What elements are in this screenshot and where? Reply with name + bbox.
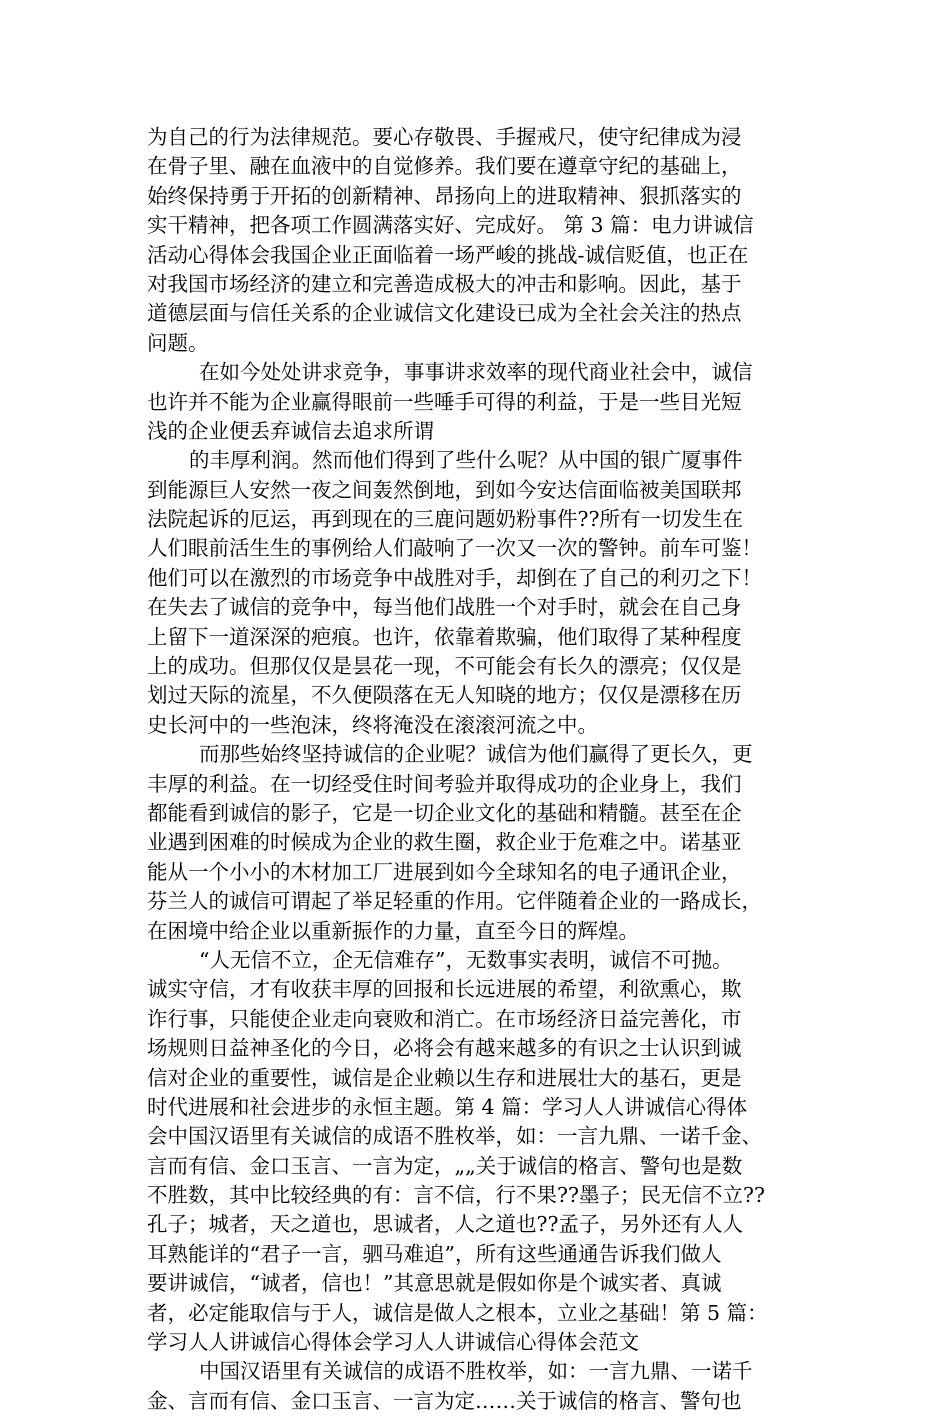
text-line: 丰厚的利益。在一切经受住时间考验并取得成功的企业身上，我们 xyxy=(147,771,742,796)
text-line: 到能源巨人安然一夜之间轰然倒地，到如今安达信面临被美国联邦 xyxy=(147,477,742,502)
text-line: 浅的企业便丢弃诚信去追求所谓 xyxy=(147,418,434,443)
text-line: 的丰厚利润。然而他们得到了些什么呢？从中国的银广厦事件 xyxy=(189,448,743,473)
text-line: 能从一个小小的木材加工厂进展到如今全球知名的电子通讯企业， xyxy=(147,859,742,884)
text-line: 金、言而有信、金口玉言、一言为定……关于诚信的格言、警句也 xyxy=(147,1388,742,1413)
text-line: 为自己的行为法律规范。要心存敬畏、手握戒尺，使守纪律成为浸 xyxy=(147,125,742,149)
text-line: 实干精神，把各项工作圆满落实好、完成好。 第 3 篇：电力讲诚信 xyxy=(147,213,754,238)
text-line: 史长河中的一些泡沫，终将淹没在滚滚河流之中。 xyxy=(147,712,598,737)
text-line: 学习人人讲诚信心得体会学习人人讲诚信心得体会范文 xyxy=(147,1330,639,1355)
document-body xyxy=(147,123,807,1416)
text-line: 者，必定能取信与于人，诚信是做人之根本，立业之基础！第 5 篇： xyxy=(147,1300,768,1325)
text-line: 上的成功。但那仅仅是昙花一现，不可能会有长久的漂亮；仅仅是 xyxy=(147,654,742,679)
text-line: 场规则日益神圣化的今日，必将会有越来越多的有识之士认识到诚 xyxy=(147,1036,742,1061)
text-line: 对我国市场经济的建立和完善造成极大的冲击和影响。因此，基于 xyxy=(147,271,742,296)
text-line: 问题。 xyxy=(147,330,209,355)
text-line: 言而有信、金口玉言、一言为定，„„关于诚信的格言、警句也是数 xyxy=(147,1153,743,1178)
text-line: 上留下一道深深的疤痕。也许，依靠着欺骗，他们取得了某种程度 xyxy=(147,624,742,649)
text-line: 在困境中给企业以重新振作的力量，直至今日的辉煌。 xyxy=(147,918,639,943)
text-line: 诚实守信，才有收获丰厚的回报和长远进展的希望，利欲熏心，欺 xyxy=(147,977,742,1002)
text-line: 诈行事，只能使企业走向衰败和消亡。在市场经济日益完善化，市 xyxy=(147,1006,742,1031)
text-line: 都能看到诚信的影子，它是一切企业文化的基础和精髓。甚至在企 xyxy=(147,800,742,825)
text-line: “人无信不立，企无信难存”，无数事实表明，诚信不可抛。 xyxy=(199,947,733,972)
text-line: 时代进展和社会进步的永恒主题。第 4 篇：学习人人讲诚信心得体 xyxy=(147,1094,748,1119)
text-line: 芬兰人的诚信可谓起了举足轻重的作用。它伴随着企业的一路成长， xyxy=(147,889,762,914)
text-line: 孔子；城者，天之道也，思诚者，人之道也??孟子，另外还有人人 xyxy=(147,1212,743,1237)
text-line: 活动心得体会我国企业正面临着一场严峻的挑战-诚信贬值，也正在 xyxy=(147,242,749,267)
text-line: 耳熟能详的“君子一言，驷马难追”，所有这些通通告诉我们做人 xyxy=(147,1241,722,1266)
text-line: 他们可以在激烈的市场竞争中战胜对手，却倒在了自己的利刃之下！ xyxy=(147,565,762,590)
text-line: 人们眼前活生生的事例给人们敲响了一次又一次的警钟。前车可鉴！ xyxy=(147,536,762,561)
text-line: 会中国汉语里有关诚信的成语不胜枚举，如：一言九鼎、一诺千金、 xyxy=(147,1124,762,1149)
text-line: 始终保持勇于开拓的创新精神、昂扬向上的进取精神、狠抓落实的 xyxy=(147,183,742,208)
text-line: 在如今处处讲求竞争，事事讲求效率的现代商业社会中，诚信 xyxy=(199,360,753,385)
text-line: 信对企业的重要性，诚信是企业赖以生存和进展壮大的基石，更是 xyxy=(147,1065,742,1090)
text-line: 在失去了诚信的竞争中，每当他们战胜一个对手时，就会在自己身 xyxy=(147,595,742,620)
text-line: 也许并不能为企业赢得眼前一些唾手可得的利益，于是一些目光短 xyxy=(147,389,742,414)
text-line: 要讲诚信，“诚者，信也！”其意思就是假如你是个诚实者、真诚 xyxy=(147,1271,722,1296)
text-line: 业遇到困难的时候成为企业的救生圈，救企业于危难之中。诺基亚 xyxy=(147,830,742,855)
text-line: 法院起诉的厄运，再到现在的三鹿问题奶粉事件??所有一切发生在 xyxy=(147,507,743,532)
text-line: 划过天际的流星，不久便陨落在无人知晓的地方；仅仅是漂移在历 xyxy=(147,683,742,708)
text-line: 道德层面与信任关系的企业诚信文化建设已成为全社会关注的热点 xyxy=(147,301,742,326)
text-line: 在骨子里、融在血液中的自觉修养。我们要在遵章守纪的基础上， xyxy=(147,154,742,179)
text-line: 中国汉语里有关诚信的成语不胜枚举，如：一言九鼎、一诺千 xyxy=(199,1359,753,1384)
text-line: 不胜数，其中比较经典的有：言不信，行不果??墨子；民无信不立?? xyxy=(147,1183,765,1208)
text-line: 而那些始终坚持诚信的企业呢？诚信为他们赢得了更长久，更 xyxy=(199,742,753,767)
